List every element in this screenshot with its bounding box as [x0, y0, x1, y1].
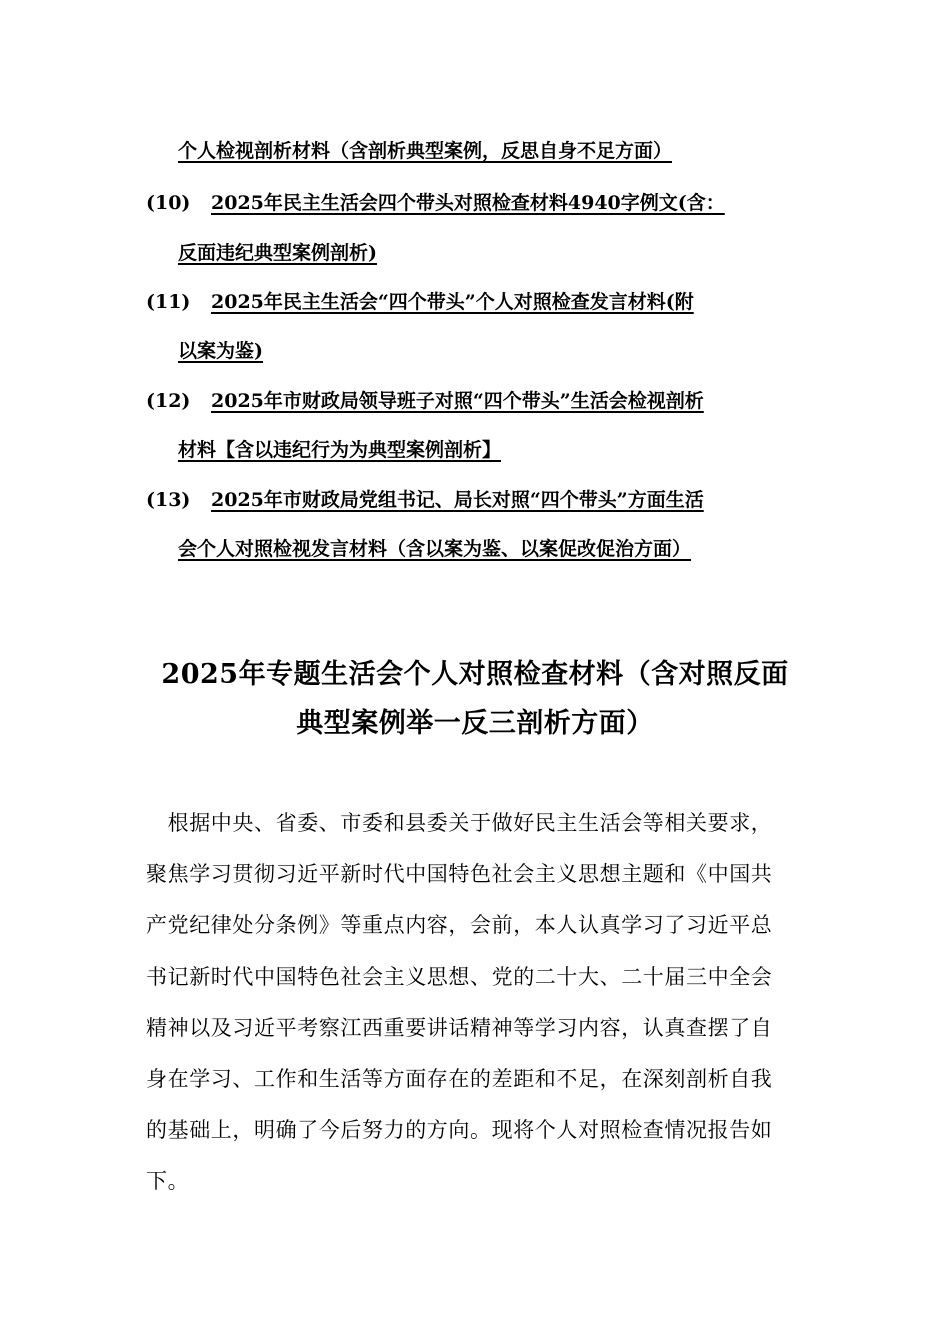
toc-item-11-link-line2[interactable]: 以案为鉴)	[178, 340, 263, 362]
body-paragraph	[146, 798, 836, 1208]
toc-item-11-number: (11)	[146, 291, 191, 313]
toc-item-13-number: (13)	[146, 489, 191, 511]
toc-item-12-number: (12)	[146, 390, 191, 412]
document-title-line1: 2025年专题生活会个人对照检查材料（含对照反面	[161, 659, 789, 690]
paragraph-line: 聚焦学习贯彻习近平新时代中国特色社会主义思想主题和《中国共	[146, 862, 773, 887]
toc-item-10-link-line1[interactable]: 2025年民主生活会四个带头对照检查材料4940字例文(含：	[211, 192, 725, 214]
toc-item-11-link-line1[interactable]: 2025年民主生活会“四个带头”个人对照检查发言材料(附	[211, 291, 694, 313]
toc-item-13-link-line2[interactable]: 会个人对照检视发言材料（含以案为鉴、以案促改促治方面）	[178, 538, 692, 560]
paragraph-line: 书记新时代中国特色社会主义思想、党的二十大、二十届三中全会	[146, 964, 773, 989]
toc-item-12-link-line2[interactable]: 材料【含以违纪行为为典型案例剖析】	[178, 439, 502, 461]
paragraph-line: 产党纪律处分条例》等重点内容，会前，本人认真学习了习近平总	[146, 913, 773, 938]
paragraph-line: 身在学习、工作和生活等方面存在的差距和不足，在深刻剖析自我	[146, 1066, 773, 1091]
toc-item-10-number: (10)	[146, 192, 191, 214]
toc-item-12-link-line1[interactable]: 2025年市财政局领导班子对照“四个带头”生活会检视剖析	[211, 390, 704, 412]
document-title-line2: 典型案例举一反三剖析方面）	[296, 708, 654, 739]
toc-item-10-link-line2[interactable]: 反面违纪典型案例剖析)	[178, 242, 377, 264]
paragraph-line: 精神以及习近平考察江西重要讲话精神等学习内容，认真查摆了自	[146, 1015, 773, 1040]
paragraph-line: 的基础上，明确了今后努力的方向。现将个人对照检查情况报告如	[146, 1118, 773, 1143]
paragraph-line: 下。	[146, 1169, 190, 1194]
toc-item-9-continued-link[interactable]: 个人检视剖析材料（含剖析典型案例，反思自身不足方面）	[178, 140, 673, 162]
paragraph-line: 根据中央、省委、市委和县委关于做好民主生活会等相关要求，	[146, 811, 773, 835]
toc-item-13-link-line1[interactable]: 2025年市财政局党组书记、局长对照“四个带头”方面生活	[211, 489, 704, 511]
